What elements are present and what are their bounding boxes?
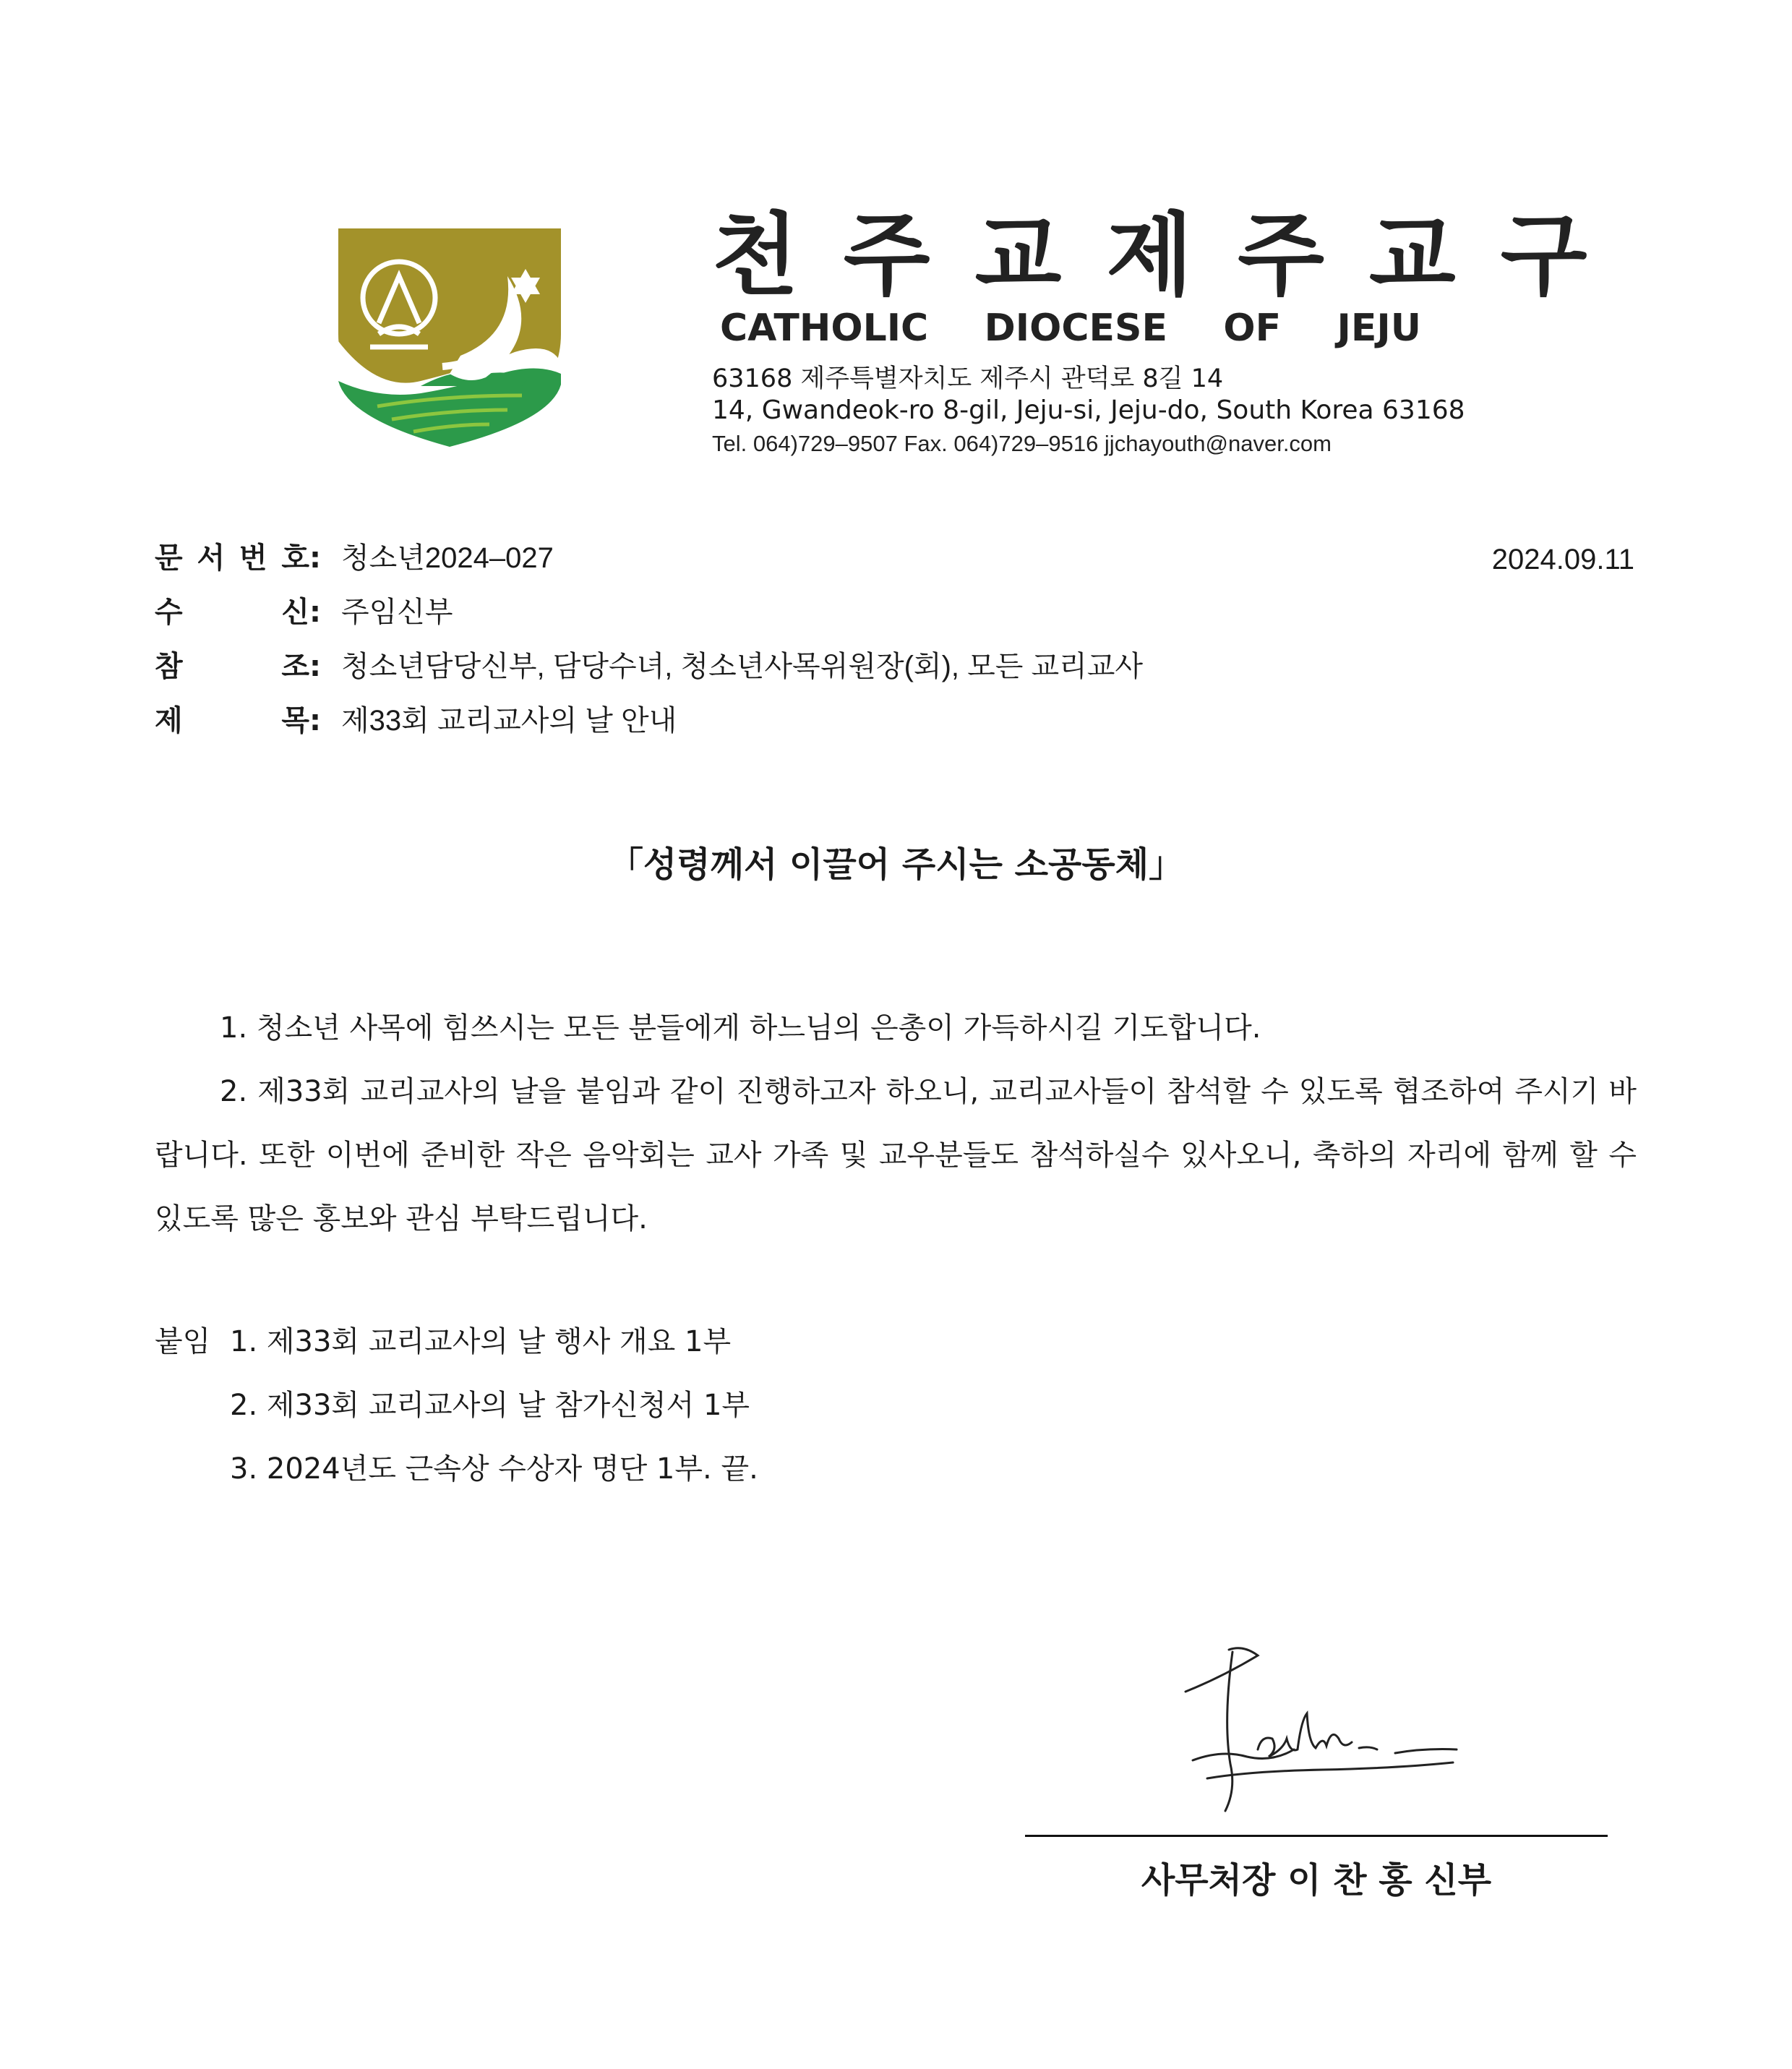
field-colon: : [309, 541, 321, 575]
field-label: 참 조 [155, 650, 309, 683]
field-label: 문 서 번 호 [155, 541, 309, 575]
recipient-value: 주임신부 [341, 596, 453, 628]
field-reference [155, 652, 1143, 681]
org-name-en-word: JEJU [1337, 307, 1421, 350]
org-name-english [720, 307, 1421, 350]
field-label: 제 목 [155, 704, 309, 737]
signature-line [1025, 1835, 1608, 1837]
attachment-item: 2. 제33회 교리교사의 날 참가신청서 1부 [230, 1389, 750, 1422]
org-name-korean: 천주교제주교구 [712, 204, 1632, 308]
subject-value: 제33회 교리교사의 날 안내 [341, 705, 677, 737]
field-document-number [155, 541, 554, 575]
address-english: 14, Gwandeok-ro 8-gil, Jeju-si, Jeju-do, South Korea 63168 [712, 395, 1465, 425]
attachment-item: 3. 2024년도 근속상 수상자 명단 1부. 끝. [230, 1452, 758, 1486]
body-paragraph-2: 2. 제33회 교리교사의 날을 붙임과 같이 진행하고자 하오니, 교리교사들이 참석할 수 있도록 협조하여 주시기 바랍니다. 또한 이번에 준비한 작은 음악회는 교사 가족 및 교우분들도 참석하실수 있사오니, 축하의 자리에 함께 할 수 있도록 많은 홍보와 관심 부탁드립니다. [155, 1075, 1637, 1235]
field-subject [155, 706, 677, 735]
field-colon: : [309, 596, 321, 629]
signer-name: 사무처장 이 찬 홍 신부 [1141, 1860, 1492, 1901]
attachment-item: 1. 제33회 교리교사의 날 행사 개요 1부 [230, 1325, 732, 1358]
field-colon: : [309, 650, 321, 683]
contact-info: Tel. 064)729–9507 Fax. 064)729–9516 jjchayouth@naver.com [712, 431, 1332, 456]
field-recipient [155, 598, 453, 627]
org-name-en-word: CATHOLIC [720, 307, 929, 350]
document-date: 2024.09.11 [1491, 544, 1634, 575]
reference-value: 청소년담당신부, 담당수녀, 청소년사목위원장(회), 모든 교리교사 [341, 651, 1144, 682]
address-korean: 63168 제주특별자치도 제주시 관덕로 8길 14 [712, 364, 1224, 393]
document-number-value: 청소년2024–027 [341, 542, 554, 574]
org-name-en-word: DIOCESE [984, 307, 1167, 350]
field-label: 수 신 [155, 596, 309, 629]
diocese-shield-emblem-icon [334, 226, 565, 450]
field-colon: : [309, 704, 321, 737]
handwritten-signature-icon [1178, 1641, 1475, 1822]
org-name-en-word: OF [1223, 307, 1282, 350]
theme-title: 「성령께서 이끌어 주시는 소공동체」 [608, 844, 1184, 885]
body-paragraph-1: 1. 청소년 사목에 힘쓰시는 모든 분들에게 하느님의 은총이 가득하시길 기도합니다. [220, 1011, 1261, 1045]
attachments-label: 붙임 [155, 1325, 211, 1358]
